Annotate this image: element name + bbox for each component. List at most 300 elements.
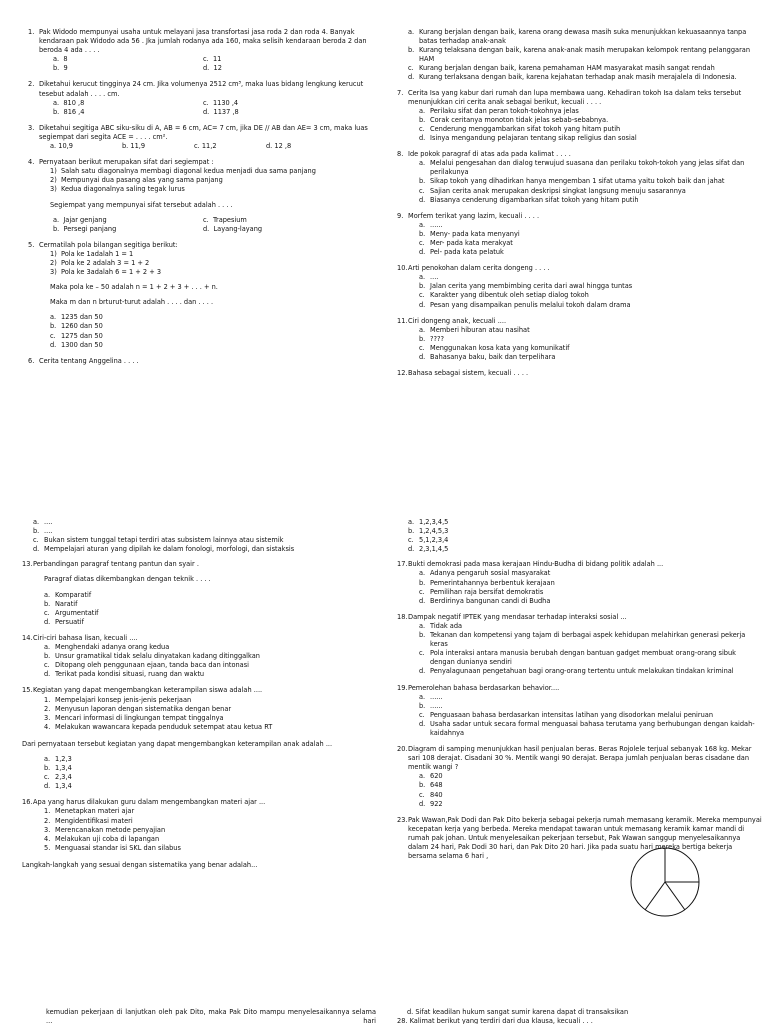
answer-option (408, 720, 762, 738)
question-text: Kegiatan yang dapat mengembangkan keterampilan siswa adalah .... (33, 686, 263, 695)
answer-option (408, 159, 752, 177)
option-text: Trapesium (212, 215, 247, 224)
question-text: Pernyataan berikut merupakan sifat dari segiempat : (39, 158, 214, 167)
answer-option (33, 764, 372, 773)
option-text: Pola interaksi antara manusia berubah dengan bantuan gadget membuat orang-orang sibuk dengan dunianya sendiri (430, 649, 736, 667)
question-text: Pak Widodo mempunyai usaha untuk melayani jasa transfortasi jasa roda 2 dan roda 4. Banyak kendaraan pak Widodo ada 56 . Jka jumlah rodanya ada 160, maka selisih kendaraan beroda 2 dan beroda 4 ada . . . . (39, 28, 367, 55)
option-text: Bahasanya baku, baik dan terpelihara (430, 353, 556, 361)
statement-text: Melakukan wawancara kepada penduduk setempat atau ketua RT (55, 722, 273, 731)
option-text: Persuatif (55, 617, 84, 626)
bottom-right-line-2: 28. Kalimat berikut yang terdiri dari dua klausa, kecuali . . . (397, 1017, 593, 1024)
answer-option (408, 579, 762, 588)
question-number: 12. (397, 369, 408, 378)
option-letter: a. (50, 142, 57, 151)
answer-option (397, 73, 752, 82)
question-number: 2. (28, 80, 35, 89)
answer-option (203, 55, 353, 64)
answer-option (266, 142, 326, 151)
option-letter: d. (203, 107, 210, 116)
answer-option (408, 239, 752, 248)
question (397, 560, 762, 605)
option-text: 12 (213, 64, 222, 73)
option-text: Melalui pengesahan dan dialog terwujud suasana dan perilaku tokoh-tokoh yang jelas sifat dan perilakunya (430, 159, 745, 177)
option-letter: b. (419, 334, 426, 343)
option-letter: a. (53, 55, 60, 64)
statement-item (33, 807, 372, 816)
statement-text: Kedua diagonalnya saling tegak lurus (61, 185, 185, 194)
option-letter: c. (419, 291, 425, 300)
option-text: Pemilihan raja bersifat demokratis (430, 587, 544, 596)
option-text: 1,2,3 (55, 754, 72, 763)
question (397, 264, 752, 309)
answer-option (203, 225, 353, 234)
answer-option (33, 618, 372, 627)
option-text: 11,9 (130, 142, 146, 151)
option-letter: c. (44, 773, 50, 782)
question-note: Maka m dan n brturut-turut adalah . . . . dan . . . . (50, 298, 214, 307)
option-letter: c. (203, 215, 209, 224)
option-letter: d. (408, 545, 415, 554)
question-text: Dampak negatif IPTEK yang mendasar terhadap interaksi sosial ... (408, 612, 627, 621)
question-number: 20. (397, 745, 408, 754)
question-continuation (397, 518, 762, 554)
answer-option (397, 46, 752, 64)
answer-option (397, 28, 752, 46)
statement-marker: 1) (50, 249, 57, 258)
answer-option (39, 332, 373, 341)
option-text: Pesan yang disampaikan penulis melalui tokoh dalam drama (430, 300, 631, 309)
answer-option (203, 99, 353, 108)
question-text: Apa yang harus dilakukan guru dalam mengembangkan materi ajar ... (33, 798, 266, 807)
answer-option (122, 142, 182, 151)
question-number: 10. (397, 264, 408, 273)
answer-option (39, 341, 373, 350)
option-text: Naratif (55, 599, 78, 608)
answer-option (408, 649, 762, 667)
option-letter: d. (419, 195, 426, 204)
option-text: ...... (430, 701, 443, 710)
middle-left-column (22, 518, 372, 882)
option-text: Bukan sistem tunggal tetapi terdiri atas subsistem lainnya atau sistemik (44, 536, 284, 545)
question-number: 5. (28, 240, 35, 249)
option-text: Cenderung menggambarkan sifat tokoh yang hitam putih (430, 124, 621, 133)
option-letter: b. (53, 64, 60, 73)
option-letter: b. (44, 599, 51, 608)
option-text: 816 ,4 (63, 107, 85, 116)
question-number: 9. (397, 211, 404, 220)
statement-item (33, 835, 372, 844)
statement-item (33, 817, 372, 826)
option-letter: d. (44, 617, 51, 626)
answer-option (408, 344, 752, 353)
answer-option (50, 142, 110, 151)
answer-option (408, 326, 752, 335)
answer-option (22, 536, 372, 545)
option-letter: b. (33, 527, 40, 536)
option-text: Usaha sadar untuk secara formal menguasai bahasa terutama yang berhubungan dengan kaidah-kaidahnya (430, 719, 755, 737)
answer-option (33, 782, 372, 791)
option-letter: b. (122, 142, 129, 151)
option-letter: a. (419, 692, 426, 701)
option-letter: d. (266, 142, 273, 151)
question (397, 816, 762, 861)
statement-text: Menguasai standar isi SKL dan silabus (55, 843, 181, 852)
option-text: 1235 dan 50 (61, 313, 103, 322)
statement-item (33, 826, 372, 835)
option-letter: c. (419, 710, 425, 719)
statement-item (39, 167, 373, 176)
answer-option (22, 518, 372, 527)
option-text: Ditopang oleh penggunaan ejaan, tanda baca dan intonasi (55, 661, 249, 670)
option-text: Kurang berjalan dengan baik, karena orang dewasa masih suka menunjukkan kekuasaannya tanpa batas terhadap anak-anak (419, 28, 747, 46)
middle-section (0, 518, 768, 948)
option-text: Persegi panjang (63, 224, 117, 233)
answer-option (53, 108, 203, 117)
middle-right-column (397, 518, 762, 868)
question-text: Diketahui segitiga ABC siku-siku di A, AB = 6 cm, AC= 7 cm, jika DE // AB dan AE= 3 cm, maka luas segiempat dari segita ACE = . . . . cm². (39, 123, 368, 141)
option-text: 2,3,1,4,5 (419, 545, 449, 554)
top-section (0, 28, 768, 456)
answer-options (39, 216, 373, 234)
question-number: 18. (397, 612, 408, 621)
option-text: 2,3,4 (55, 773, 72, 782)
question (397, 745, 762, 809)
answer-option (408, 800, 762, 809)
option-letter: d. (419, 353, 426, 361)
question-text: Ciri-ciri bahasa lisan, kecuali .... (33, 633, 138, 642)
bottom-section (0, 1008, 768, 1024)
option-letter: d. (419, 134, 426, 143)
option-letter: d. (419, 248, 426, 257)
option-text: 8 (63, 55, 68, 64)
statement-item (39, 259, 373, 268)
option-text: Memberi hiburan atau nasihat (430, 325, 530, 334)
top-left-column (28, 28, 373, 373)
option-letter: b. (44, 652, 51, 661)
question-continuation (22, 518, 372, 554)
option-text: 11,2 (201, 142, 217, 151)
option-text: Argumentatif (55, 608, 99, 617)
statement-item (33, 696, 372, 705)
question (28, 357, 373, 366)
statement-text: Mempunyai dua pasang alas yang sama panjang (61, 176, 223, 185)
question-text: Ciri dongeng anak, kecuali .... (408, 316, 507, 325)
answer-option (397, 64, 752, 73)
question (397, 317, 752, 362)
answer-option (408, 248, 752, 257)
question-note: Segiempat yang mempunyai sifat tersebut adalah . . . . (50, 200, 233, 209)
option-text: 922 (430, 799, 443, 808)
option-text: Terikat pada kondisi situasi, ruang dan waktu (55, 670, 205, 679)
option-letter: c. (50, 331, 56, 340)
statement-marker: 3. (44, 713, 51, 722)
answer-option (53, 216, 203, 225)
statement-item (33, 723, 372, 732)
option-letter: b. (419, 282, 426, 291)
answer-option (33, 755, 372, 764)
answer-option (408, 116, 752, 125)
question-number: 13. (22, 560, 33, 569)
pie-divider-bottom-right (665, 882, 685, 910)
spacer (397, 862, 762, 868)
answer-option (408, 196, 752, 205)
statement-text: Pola ke 1adalah 1 = 1 (61, 249, 134, 258)
option-letter: d. (33, 545, 40, 554)
question (28, 28, 373, 73)
answer-option (408, 125, 752, 134)
statement-item (39, 250, 373, 259)
question-text: Pemerolehan bahasa berdasarkan behavior.... (408, 683, 560, 692)
option-text: 1130 ,4 (212, 98, 239, 107)
question-number: 23. (397, 815, 408, 824)
option-text: Perilaku sifat dan peran tokoh-tokohnya jelas (430, 106, 579, 115)
statement-text: Melakukan uji coba di lapangan (55, 834, 160, 843)
question-note: Maka pola ke – 50 adalah n = 1 + 2 + 3 + . . . + n. (50, 283, 218, 292)
question-note: Paragraf diatas dikembangkan dengan teknik . . . . (44, 575, 211, 584)
option-letter: b. (419, 177, 426, 186)
option-text: .... (44, 518, 53, 526)
answer-option (408, 335, 752, 344)
option-text: 1260 dan 50 (61, 322, 103, 331)
option-text: 648 (430, 781, 443, 790)
option-letter: a. (44, 590, 51, 599)
option-letter: a. (33, 518, 40, 526)
statement-marker: 4. (44, 722, 51, 731)
statement-marker: 2) (50, 258, 57, 267)
option-text: 10,9 (58, 142, 73, 151)
answer-option (397, 545, 762, 554)
question-number: 7. (397, 88, 404, 97)
option-text: Karakter yang dibentuk oleh setiap dialog tokoh (430, 291, 589, 300)
statement-text: Pola ke 3adalah 6 = 1 + 2 + 3 (61, 268, 162, 277)
top-right-column (397, 28, 752, 385)
statement-marker: 1. (44, 807, 51, 816)
pie-divider-bottom-left (645, 882, 665, 910)
option-text: Layang-layang (213, 224, 263, 233)
option-letter: a. (419, 772, 426, 781)
option-letter: b. (50, 322, 57, 331)
statement-item (33, 714, 372, 723)
answer-option (408, 221, 752, 230)
option-letter: c. (408, 64, 414, 73)
answer-option (408, 693, 762, 702)
option-text: Meny- pada kata menyanyi (430, 229, 520, 238)
option-text: Jalan cerita yang membimbing cerita dari awal hingga tuntas (430, 282, 633, 291)
statement-text: Mengidentifikasi materi (55, 816, 133, 825)
question-number: 17. (397, 560, 408, 569)
option-text: Kurang terlaksana dengan baik, karena kejahatan terhadap anak masih merajalela di Indonesia. (419, 73, 737, 82)
question (397, 89, 752, 144)
option-text: Tekanan dan kompetensi yang tajam di berbagai aspek kehidupan melahirkan generasi pekerja keras (430, 631, 746, 649)
option-text: Tidak ada (430, 621, 463, 630)
rice-sales-pie-chart (628, 845, 702, 919)
option-text: ...... (430, 220, 443, 229)
question-number: 6. (28, 356, 35, 365)
bottom-right-line-1: d. Sifat keadilan hukum sangat sumir karena dapat di transaksikan (407, 1008, 629, 1016)
option-letter: b. (408, 527, 415, 536)
statement-marker: 4. (44, 834, 51, 843)
option-text: 1,2,4,5,3 (419, 527, 449, 536)
option-text: Mer- pada kata merakyat (430, 238, 513, 247)
question-number: 19. (397, 683, 408, 692)
question-text: Bahasa sebagai sistem, kecuali . . . . (408, 369, 529, 378)
answer-option (408, 301, 752, 310)
bottom-right-text (397, 1008, 757, 1024)
option-text: Menghendaki adanya orang kedua (55, 643, 170, 652)
statement-marker: 1) (50, 167, 57, 176)
question (397, 212, 752, 257)
answer-option (408, 791, 762, 800)
answer-options (39, 142, 373, 151)
question-number: 16. (22, 798, 33, 807)
answer-option (33, 591, 372, 600)
question-text: Ide pokok paragraf di atas ada pada kalimat . . . . (408, 150, 571, 159)
option-letter: c. (419, 343, 425, 352)
option-text: 810 ,8 (63, 98, 85, 107)
option-text: Sajian cerita anak merupakan deskripsi singkat langsung menuju sasarannya (430, 186, 686, 195)
answer-option (33, 643, 372, 652)
answer-option (408, 702, 762, 711)
option-text: Pemerintahannya berbentuk kerajaan (430, 578, 555, 587)
option-letter: c. (419, 649, 425, 658)
option-letter: b. (53, 107, 60, 116)
option-letter: a. (44, 643, 51, 652)
option-letter: c. (419, 186, 425, 195)
question (28, 80, 373, 116)
question-text: Arti penokohan dalam cerita dongeng . . . . (408, 264, 550, 273)
answer-option (408, 187, 752, 196)
answer-option (408, 622, 762, 631)
question-text: Diketahui kerucut tingginya 24 cm. Jika volumenya 2512 cm³, maka luas bidang lengkung kerucut tesebut adalah . . . . cm. (39, 80, 364, 98)
question (28, 124, 373, 151)
option-text: Pel- pada kata pelatuk (430, 248, 504, 257)
statement-text: Salah satu diagonalnya membagi diagonal kedua menjadi dua sama panjang (61, 167, 316, 176)
answer-option (194, 142, 254, 151)
answer-option (53, 64, 203, 73)
question-number: 8. (397, 150, 404, 159)
answer-option (397, 527, 762, 536)
option-letter: b. (419, 631, 426, 640)
statement-marker: 3) (50, 268, 57, 277)
option-letter: c. (44, 661, 50, 670)
statement-marker: 3) (50, 185, 57, 194)
option-letter: b. (419, 701, 426, 710)
answer-option (408, 230, 752, 239)
answer-option (33, 600, 372, 609)
option-text: ???? (430, 334, 444, 343)
answer-option (53, 225, 203, 234)
answer-option (408, 291, 752, 300)
option-letter: d. (419, 596, 426, 605)
option-letter: d. (419, 799, 426, 808)
question-note-wide: Langkah-langkah yang sesuai dengan sistematika yang benar adalah... (22, 860, 258, 869)
question (22, 560, 372, 627)
option-letter: c. (203, 55, 209, 64)
answer-option (408, 597, 762, 606)
option-text: Jajar genjang (63, 215, 107, 224)
option-text: Isinya mengandung pelajaran tentang sikap religius dan sosial (430, 134, 637, 143)
statement-marker: 2. (44, 816, 51, 825)
option-letter: b. (419, 115, 426, 124)
statement-item (33, 705, 372, 714)
statement-text: Mempelajari konsep jenis-jenis pekerjaan (55, 695, 192, 704)
option-letter: a. (419, 159, 426, 168)
option-letter: b. (419, 578, 426, 587)
option-text: Penguasaan bahasa berdasarkan intensitas latihan yang disodorkan melalui peniruan (430, 710, 713, 719)
option-letter: d. (203, 64, 210, 73)
option-text: Menggunakan kosa kata yang komunikatif (430, 343, 570, 352)
answer-option (397, 518, 762, 527)
answer-option (22, 527, 372, 536)
question (397, 150, 752, 205)
answer-option (408, 588, 762, 597)
option-text: Berdirinya bangunan candi di Budha (430, 596, 551, 605)
question-text: Diagram di samping menunjukkan hasil penjualan beras. Beras Rojolele terjual sebanyak 168 kg. Mekar sari 108 derajat. Cisadani 30 %. Mentik wangi 90 derajat. Berapa jumlah penjualan beras cisadane dan mentik wangi ? (408, 745, 752, 772)
statement-marker: 5. (44, 843, 51, 852)
option-letter: c. (33, 536, 39, 545)
option-letter: a. (408, 518, 415, 526)
statement-text: Mencari informasi di lingkungan tempat tinggalnya (55, 713, 224, 722)
answer-option (39, 313, 373, 322)
option-letter: c. (203, 98, 209, 107)
option-text: Penyalagunaan pengetahuan bagi orang-orang tertentu untuk melakukan tindakan kriminal (430, 667, 734, 676)
option-letter: d. (50, 340, 57, 349)
answer-option (33, 773, 372, 782)
option-letter: a. (50, 313, 57, 322)
question-number: 1. (28, 28, 35, 36)
option-letter: b. (53, 224, 60, 233)
question-text: Cerita tentang Anggelina . . . . (39, 356, 139, 365)
statement-item (39, 268, 373, 277)
answer-option (408, 667, 762, 676)
option-letter: a. (419, 325, 426, 334)
bottom-left-text: kemudian pekerjaan di lanjutkan oleh pak Dito, maka Pak Dito mampu menyelesaikannya selama ... hari (46, 1008, 376, 1024)
answer-option (408, 781, 762, 790)
option-text: 1275 dan 50 (61, 331, 103, 340)
option-letter: a. (419, 220, 426, 229)
answer-option (408, 282, 752, 291)
option-text: .... (430, 273, 439, 282)
question (22, 686, 372, 791)
question-number: 4. (28, 158, 35, 167)
answer-options (39, 99, 373, 117)
answer-option (397, 536, 762, 545)
option-letter: b. (44, 764, 51, 773)
question-number: 15. (22, 686, 33, 695)
option-letter: b. (408, 46, 415, 55)
question (397, 369, 752, 378)
option-letter: d. (419, 667, 426, 676)
option-text: .... (44, 527, 53, 536)
spacer (22, 876, 372, 882)
statement-marker: 1. (44, 695, 51, 704)
option-text: 12 ,8 (274, 142, 292, 151)
option-text: Adanya pengaruh sosial masyarakat (430, 569, 551, 578)
answer-option (53, 55, 203, 64)
option-letter: d. (44, 782, 51, 791)
option-text: 1,2,3,4,5 (419, 518, 449, 526)
question-text: Morfem terikat yang lazim, kecuali . . . . (408, 211, 540, 220)
option-letter: d. (408, 73, 415, 82)
option-text: Unsur gramatikal tidak selalu dinyatakan kadang ditinggalkan (55, 652, 260, 661)
option-letter: c. (419, 238, 425, 247)
option-letter: a. (408, 28, 415, 36)
answer-option (408, 107, 752, 116)
answer-option (22, 545, 372, 554)
option-letter: c. (419, 124, 425, 133)
question-text: Perbandingan paragraf tentang pantun dan syair . (33, 560, 199, 569)
answer-option (408, 569, 762, 578)
